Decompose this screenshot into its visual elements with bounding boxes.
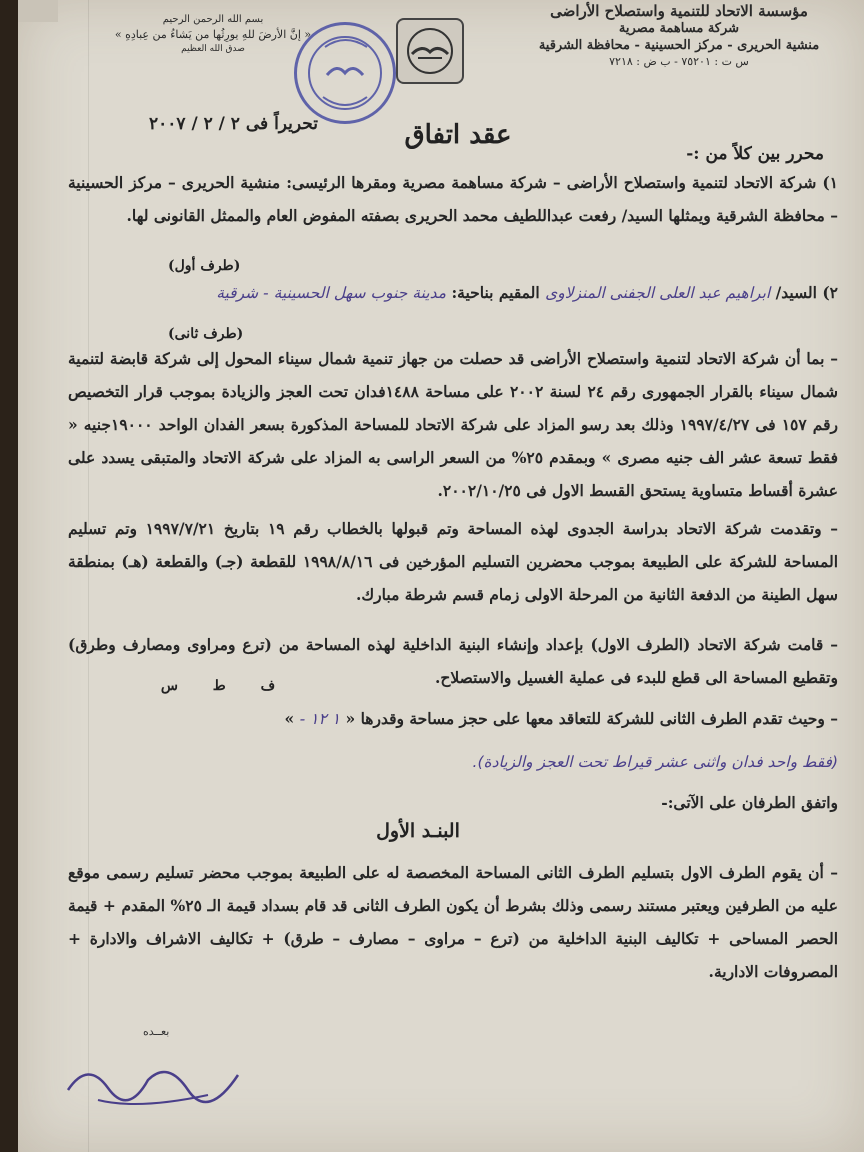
section-one-title: البنـد الأول	[376, 820, 460, 842]
company-header	[524, 2, 834, 68]
clause-reservation: – وحيث تقدم الطرف الثانى للشركة للتعاقد معها على حجز مساحة وقدرها « ١ ١٢ - »	[284, 709, 838, 728]
party-two-prefix: ٢) السيد/	[775, 283, 838, 302]
company-stamp-icon	[294, 22, 396, 124]
party-two-address: مدينة جنوب سهل الحسينية - شرقية	[216, 284, 447, 302]
page-fold-shadow	[0, 0, 18, 1152]
party-one-text: ١) شركة الاتحاد لتنمية واستصلاح الأراضى – شركة مساهمة مصرية ومقرها الرئيسى: منشية الحريرى – مركز الحسينية – محافظة الشرقية ويمثلها السيد/ رفعت عبداللطيف محمد الحريرى بصفته المفوض العام والممثل القانونى لها.	[68, 173, 838, 225]
basmala: بسم الله الرحمن الرحيم	[162, 14, 264, 25]
company-address: منشية الحريرى - مركز الحسينية - محافظة الشرقية	[538, 38, 820, 53]
party-two-paragraph	[68, 276, 838, 310]
company-name: مؤسسة الاتحاد للتنمية واستصلاح الأراضى	[550, 2, 808, 20]
clause-feasibility: – وتقدمت شركة الاتحاد بدراسة الجدوى لهذه المساحة وتم قبولها بالخطاب رقم ١٩ بتاريخ ١٩٩٧/٧/٢١ وتم تسليم المساحة للشركة على الطبيعة بموجب محضرين التسليم المؤرخين فى ١٩٩٨/٨/١٦ للقطعة (جـ) والقطعة (هـ) بمنطقة سهل الطينة من الدفعة الثانية من المرحلة الاولى زمام قسم شرطة مبارك.	[68, 519, 838, 604]
reservation-text: – وحيث تقدم الطرف الثانى للشركة للتعاقد معها على حجز مساحة وقدرها «	[345, 709, 838, 728]
party-two-signature-icon	[58, 1040, 258, 1120]
verse-closing: صدق الله العظيم	[181, 44, 245, 54]
clause-allocation: – بما أن شركة الاتحاد لتنمية واستصلاح الأراضى قد حصلت من جهاز تنمية شمال سيناء المحول إلى شركة قابضة لتنمية شمال سيناء بالقرار الجمهورى رقم ٢٤ لسنة ٢٠٠٢ على مساحة ١٤٨٨فدان تحت العجز والزيادة بموجب قرار التخصيص رقم ١٥٧ فى ١٩٩٧/٤/٢٧ وذلك بعد رسو المزاد على شركة الاتحاد للمساحة المذكورة بسعر الفدان الواحد ١٩٠٠٠جنيه « فقط تسعة عشر الف جنيه مصرى » وبمقدم ٢٥% من السعر الراسى به المزاد على شركة الاتحاد والمتبقى يسدد على عشرة أقساط متساوية يستحق القسط الاول فى ٢٠٠٢/١٠/٢٥.	[68, 349, 838, 500]
party-two-label: (طرف ثانى)	[168, 326, 244, 342]
reservation-values: ١ ١٢ -	[299, 710, 341, 728]
clause-infrastructure: – قامت شركة الاتحاد (الطرف الاول) بإعداد وإنشاء البنية الداخلية لهذه المساحة من (ترع ومراوى ومصارف وطرق) وتقطيع المساحة الى قطع للبدء فى عملية الغسيل والاستصلاح.	[68, 635, 838, 687]
agreement-intro: واتفق الطرفان على الآتى:-	[661, 793, 838, 812]
party-one-paragraph	[68, 166, 838, 232]
quran-verse: « إنَّ الأرضَ للهِ يورِثُها من يَشاءُ من عِبادِهِ »	[114, 28, 312, 41]
party-one-label: (طرف أول)	[168, 258, 241, 274]
party-two-name: ابراهيم عبد العلى الجفنى المنزلاوى	[545, 284, 771, 302]
contract-title: عقد اتفاق	[404, 120, 512, 150]
contract-page	[18, 0, 864, 1152]
company-type: شركة مساهمة مصرية	[618, 21, 740, 36]
party-two-residence-label: المقيم بناحية:	[451, 283, 540, 302]
company-registration: س ت : ٧٥٢٠١ - ب ض : ٧٢١٨	[609, 55, 749, 68]
area-units: ف ط س	[160, 678, 276, 694]
company-logo-icon	[396, 18, 464, 84]
paper-corner	[18, 0, 58, 22]
reservation-written-amount: (فقط واحد فدان واثنى عشر قيراط تحت العجز والزيادة).	[472, 753, 838, 771]
section-one-text: – أن يقوم الطرف الاول بتسليم الطرف الثانى المساحة المخصصة له على الطبيعة بموجب محضر تسليم رسمى موقع عليه من الطرفين ويعتبر مستند رسمى وذلك بشرط أن يكون الطرف الثانى قد قام بسداد قيمة الـ ٢٥% المقدم + قيمة الحصر المساحى + تكاليف البنية الداخلية من (ترع – مراوى – مصارف – طرق) + تكاليف الاشراف والادارة + المصروفات الادارية.	[68, 863, 838, 981]
parties-intro: محرر بين كلاً من :-	[686, 144, 824, 164]
continued-marker: بعــده	[143, 1025, 170, 1038]
contract-date: تحريراً فى ٢ / ٢ / ٢٠٠٧	[149, 114, 318, 134]
religious-header	[113, 14, 313, 54]
